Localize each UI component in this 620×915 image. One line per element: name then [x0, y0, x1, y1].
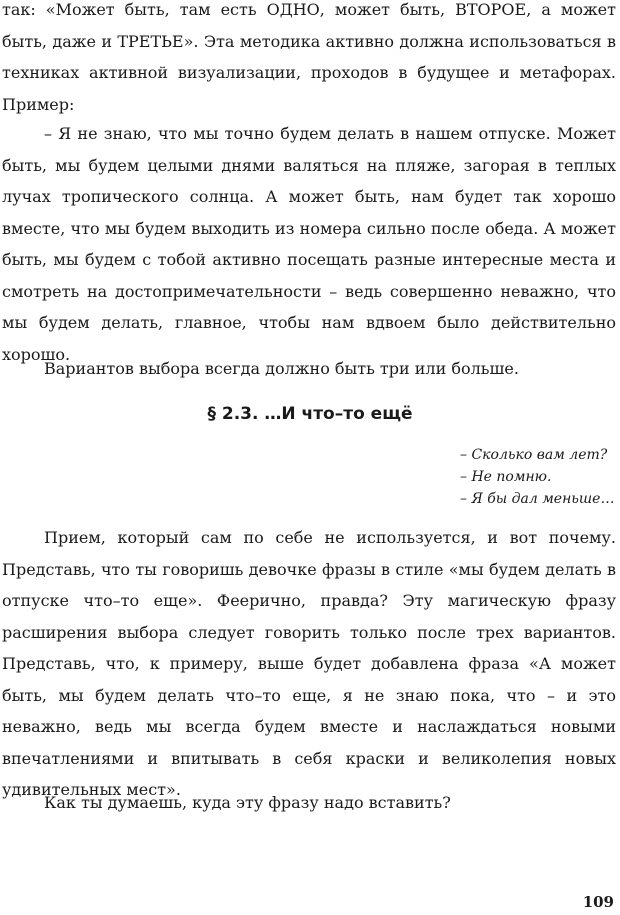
epigraph — [300, 444, 618, 510]
paragraph-variants: Вариантов выбора всегда должно быть три или больше. — [44, 359, 519, 378]
paragraph-example: – Я не знаю, что мы точно будем делать в нашем отпуске. Может быть, мы будем целыми днями валяться на пляже, загорая в теплых лучах тропического солнца. А может быть, нам будет так хорошо вместе, что мы будем выходить из номера сильно после обеда. А может быть, мы будем с тобой активно посещать разные интересные места и смотреть на достопримечательности – ведь совершенно неважно, что мы будем делать, главное, чтобы нам вдвоем было действительно хорошо. — [2, 124, 616, 364]
epigraph-line: – Я бы дал меньше… — [460, 491, 615, 507]
section-heading: § 2.3. …И что–то ещё — [207, 404, 413, 424]
paragraph-intro: так: «Может быть, там есть ОДНО, может быть, ВТОРОЕ, а может быть, даже и ТРЕТЬЕ». Эта методика активно должна использоваться в техниках активной визуализации, проходов в будущее и метафорах. Пример: — [2, 0, 616, 114]
paragraph-technique: Прием, который сам по себе не используется, и вот почему. Представь, что ты говоришь девочке фразы в стиле «мы будем делать в отпуске что–то еще». Феерично, правда? Эту магическую фразу расширения выбора следует говорить только после трех вариантов. Представь, что, к примеру, выше будет добавлена фраза «А может быть, мы будем делать что–то еще, я не знаю пока, что – и это неважно, ведь мы всегда будем вместе и наслаждаться новыми впечатлениями и впитывать в себя краски и великолепия новых удивительных мест». — [2, 528, 616, 799]
epigraph-line: – Сколько вам лет? — [460, 447, 608, 463]
epigraph-line: – Не помню. — [460, 469, 552, 485]
paragraph-question: Как ты думаешь, куда эту фразу надо вставить? — [44, 793, 451, 812]
page-number: 109 — [582, 893, 614, 911]
